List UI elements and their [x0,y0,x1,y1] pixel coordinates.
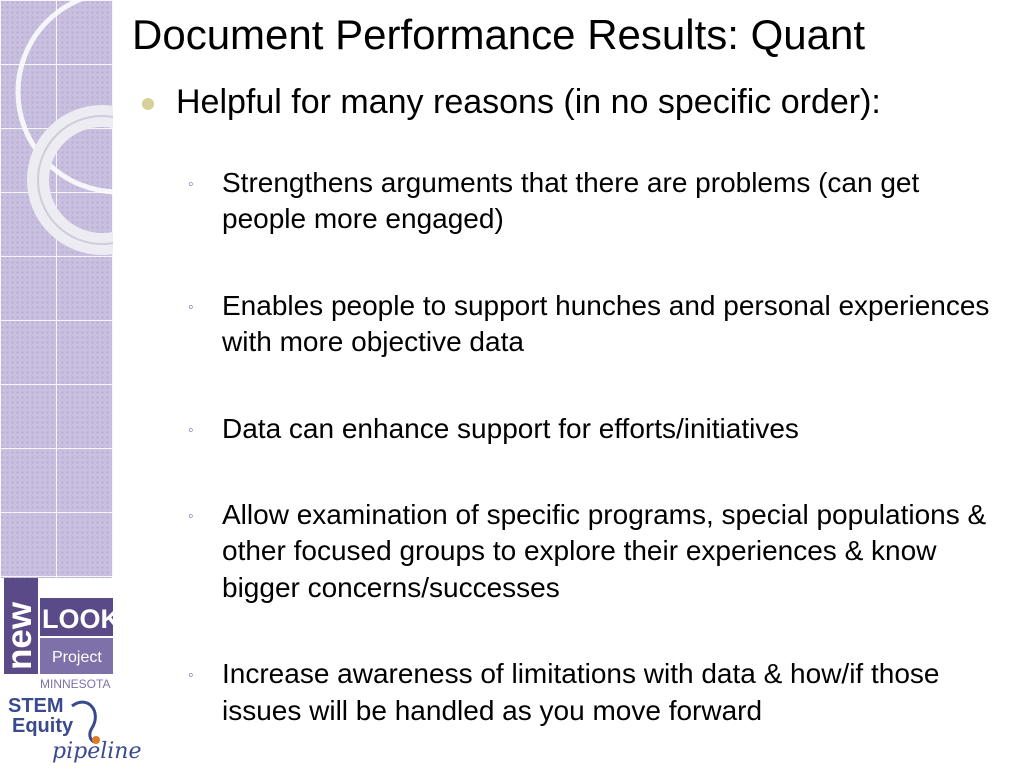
logo-stem: STEM [8,695,64,717]
sub-point-text: Strengthens arguments that there are problems (can get people more engaged) [222,167,920,235]
sub-point-text: Data can enhance support for efforts/initiatives [222,412,799,444]
sub-bullet-item [188,656,1008,729]
hollow-bullet-icon: ◦ [188,507,194,525]
slide-title: Document Performance Results: Quant [132,11,865,58]
pipeline-swoosh-icon [72,702,95,742]
sub-bullet-item [188,288,1008,361]
decorative-circles [0,0,113,578]
sub-bullet-item [188,497,1008,606]
hollow-bullet-icon: ◦ [188,176,194,193]
logo-word-look: LOOK [42,604,113,634]
logo-area [0,578,142,768]
logo-equity: Equity [12,715,74,737]
logo-word-new: new [0,601,39,670]
sub-bullet-list [188,165,1008,729]
logo-pipeline: pipeline [52,739,142,764]
decorative-sidebar [0,0,113,578]
hollow-bullet-icon: ◦ [188,421,194,439]
main-bullet [142,82,1012,123]
sub-point-text: Enables people to support hunches and personal experiences with more objective data [222,289,990,358]
sub-point-text: Allow examination of specific programs, special populations & other focused groups to explore their experiences & know bigger concerns/successes [222,498,987,603]
sub-point-text: Increase awareness of limitations with data & how/if those issues will be handled as you move forward [222,658,940,726]
hollow-bullet-icon: ◦ [188,667,194,685]
hollow-bullet-icon: ◦ [188,298,194,316]
logo-word-project: Project [52,649,102,666]
logo-word-minnesota: MINNESOTA [40,677,111,691]
stem-equity-pipeline-logo [2,690,142,778]
sub-bullet-item [188,411,1008,447]
main-point-text: Helpful for many reasons (in no specific order): [176,83,881,121]
sub-bullet-item [188,165,1008,238]
bullet-dot-icon [142,98,154,110]
